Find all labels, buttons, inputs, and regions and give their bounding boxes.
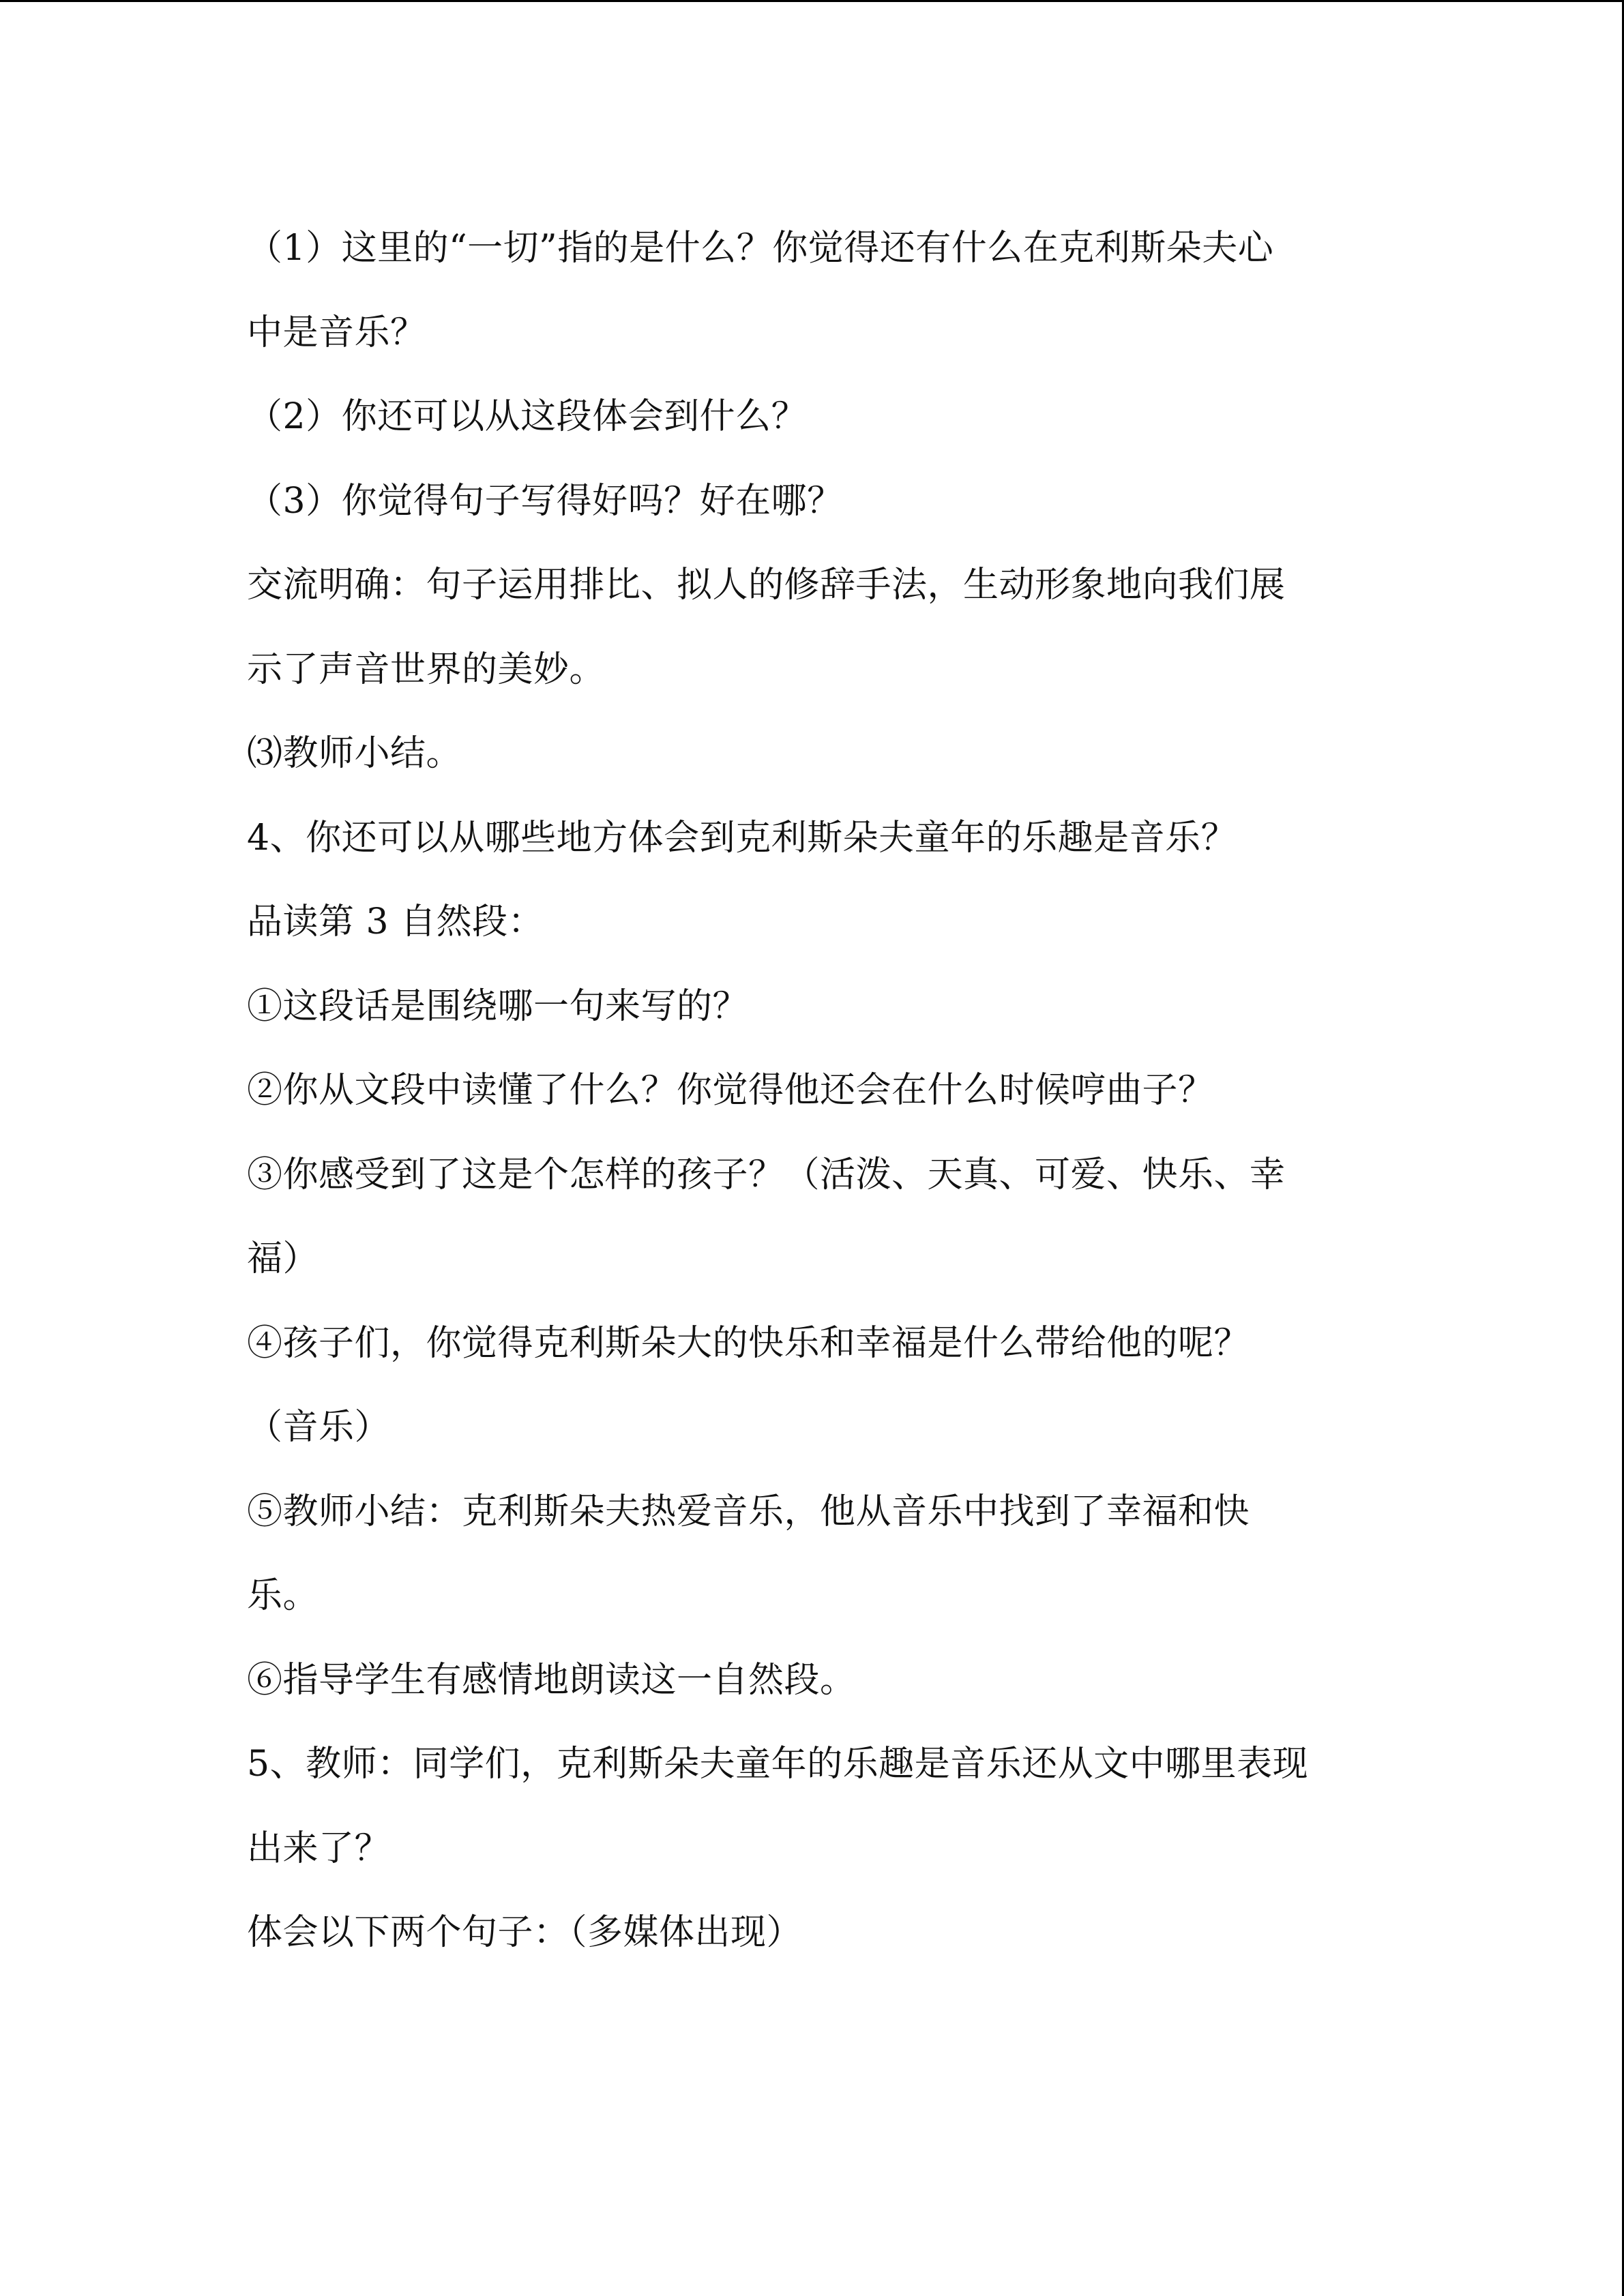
text-line: ④孩子们，你觉得克利斯朵大的快乐和幸福是什么带给他的呢？ <box>247 1322 1250 1364</box>
text-line: 5、教师：同学们，克利斯朵夫童年的乐趣是音乐还从文中哪里表现 <box>247 1744 1309 1785</box>
text-line: ①这段话是围绕哪一句来写的？ <box>247 985 749 1027</box>
text-line: 示了声音世界的美妙。 <box>247 648 606 690</box>
text-line: （2）你还可以从这段体会到什么？ <box>247 396 808 437</box>
text-line: ②你从文段中读懂了什么？你觉得他还会在什么时候哼曲子？ <box>247 1070 1214 1111</box>
text-line: 福） <box>247 1238 319 1279</box>
text-line: 中是音乐？ <box>247 312 426 353</box>
text-line: （1）这里的“一切”指的是什么？你觉得还有什么在克利斯朵夫心 <box>247 228 1274 269</box>
text-line: ⑥指导学生有感情地朗读这一自然段。 <box>247 1659 856 1701</box>
text-line: ⑶教师小结。 <box>247 733 462 774</box>
text-line: （3）你觉得句子写得好吗？好在哪？ <box>247 480 843 522</box>
document-body <box>247 207 1393 1976</box>
text-line: 品读第 3 自然段： <box>247 901 544 942</box>
text-line: 体会以下两个句子：（多媒体出现） <box>247 1912 803 1953</box>
text-line: ③你感受到了这是个怎样的孩子？（活泼、天真、可爱、快乐、幸 <box>247 1154 1286 1195</box>
text-line: 乐。 <box>247 1575 319 1616</box>
text-line: 交流明确：句子运用排比、拟人的修辞手法，生动形象地向我们展 <box>247 565 1286 606</box>
text-line: 4、你还可以从哪些地方体会到克利斯朵夫童年的乐趣是音乐？ <box>247 817 1237 859</box>
text-line: （音乐） <box>247 1407 391 1448</box>
text-line: ⑤教师小结：克利斯朵夫热爱音乐，他从音乐中找到了幸福和快 <box>247 1491 1250 1532</box>
text-line: 出来了？ <box>247 1828 391 1869</box>
